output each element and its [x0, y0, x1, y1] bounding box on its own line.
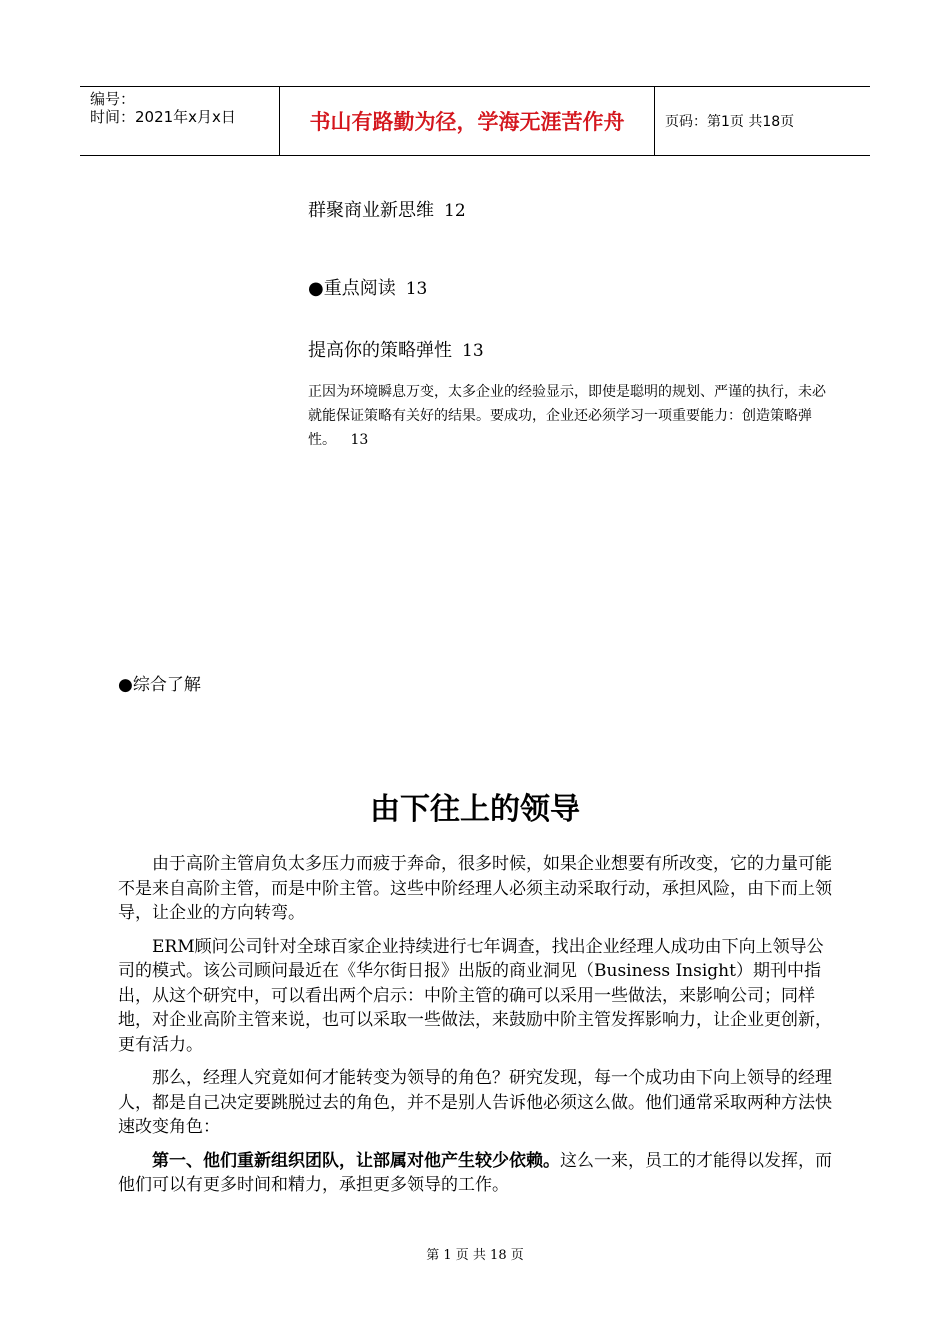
header-motto: 书山有路勤为径，学海无涯苦作舟 — [280, 87, 655, 155]
toc-item-title: ●重点阅读 — [308, 278, 396, 299]
toc-item-page: 13 — [405, 279, 428, 299]
page-footer: 第 1 页 共 18 页 — [426, 1248, 524, 1263]
article-title: 由下往上的领导 — [370, 792, 580, 827]
toc-item-description — [308, 380, 828, 452]
toc-description-text: 正因为环境瞬息万变，太多企业的经验显示，即使是聪明的规划、严谨的执行，未必就能保证策略有关好的结果。要成功，企业还必须学习一项重要能力：创造策略弹性。 — [308, 384, 826, 448]
page-header — [80, 86, 870, 156]
header-page-info: 页码：第1页 共18页 — [665, 114, 795, 130]
toc-item-page: 13 — [462, 341, 484, 361]
doc-number-label: 编号： — [90, 90, 136, 108]
section-heading: ●综合了解 — [118, 675, 201, 695]
paragraph-rest: 这么一来，员工的才能得以发挥，而他们可以有更多时间和精力，承担更多领导的工作。 — [118, 1150, 832, 1195]
toc-item — [308, 274, 427, 300]
toc-item-title: 提高你的策略弹性 — [308, 340, 452, 361]
toc-item — [308, 336, 484, 362]
paragraph: 那么，经理人究竟如何才能转变为领导的角色？研究发现，每一个成功由下向上领导的经理人，都是自己决定要跳脱过去的角色，并不是别人告诉他必须这么做。他们通常采取两种方法快速改变角色： — [118, 1068, 832, 1137]
article-body — [118, 852, 836, 1207]
header-meta — [80, 87, 280, 155]
toc-item-title: 群聚商业新思维 — [308, 200, 434, 221]
toc-item-page: 12 — [444, 201, 466, 221]
paragraph: ERM顾问公司针对全球百家企业持续进行七年调查，找出企业经理人成功由下向上领导公司的模式。该公司顾问最近在《华尔街日报》出版的商业洞见（Business Insight）期刊中指出，从这个研究中，可以看出两个启示：中阶主管的确可以采用一些做法，来影响公司；同样地，对企业高阶主管来说，也可以采取一些做法，来鼓励中阶主管发挥影响力，让企业更创新，更有活力。 — [118, 936, 832, 1055]
doc-date-label: 时间：2021年x月x日 — [90, 108, 236, 126]
paragraph — [118, 1149, 836, 1198]
toc-item — [308, 196, 466, 222]
toc-description-page: 13 — [350, 432, 369, 448]
paragraph-lead: 第一、他们重新组织团队，让部属对他产生较少依赖。 — [152, 1150, 560, 1171]
paragraph: 由于高阶主管肩负太多压力而疲于奔命，很多时候，如果企业想要有所改变，它的力量可能不是来自高阶主管，而是中阶主管。这些中阶经理人必须主动采取行动，承担风险，由下而上领导，让企业的方向转弯。 — [118, 854, 832, 923]
